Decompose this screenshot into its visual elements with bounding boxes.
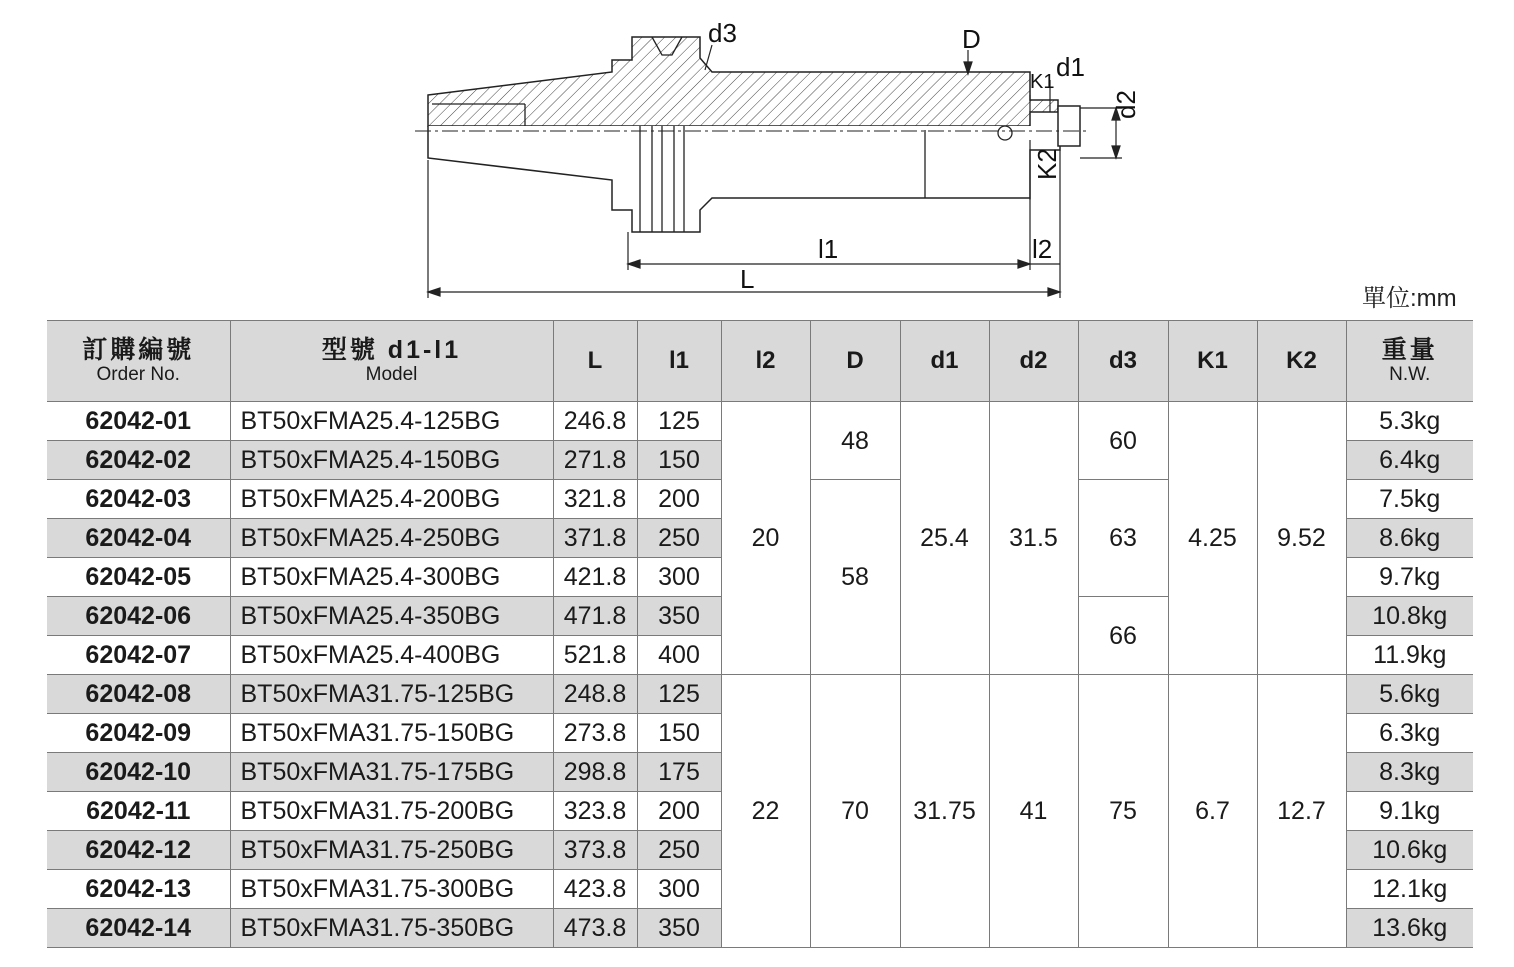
order-no: 62042-03: [47, 480, 230, 519]
label-d2: d2: [1111, 90, 1141, 119]
L-value: 323.8: [553, 792, 637, 831]
header-l1: l1: [637, 321, 721, 402]
l1-value: 125: [637, 675, 721, 714]
model: BT50xFMA25.4-125BG: [230, 402, 553, 441]
model: BT50xFMA31.75-150BG: [230, 714, 553, 753]
model: BT50xFMA31.75-350BG: [230, 909, 553, 948]
D-value: 70: [810, 675, 900, 948]
l1-value: 300: [637, 870, 721, 909]
spec-table: [47, 320, 1473, 948]
L-value: 521.8: [553, 636, 637, 675]
model: BT50xFMA31.75-200BG: [230, 792, 553, 831]
unit-label: 單位:mm: [1362, 285, 1457, 312]
header-d3: d3: [1078, 321, 1168, 402]
model: BT50xFMA25.4-250BG: [230, 519, 553, 558]
order-no: 62042-12: [47, 831, 230, 870]
L-value: 246.8: [553, 402, 637, 441]
l1-value: 300: [637, 558, 721, 597]
l1-value: 200: [637, 792, 721, 831]
holder-outline-lower: [428, 126, 1060, 232]
order-no: 62042-09: [47, 714, 230, 753]
d2-value: 41: [989, 675, 1078, 948]
order-no: 62042-08: [47, 675, 230, 714]
nw-value: 6.4kg: [1346, 441, 1473, 480]
tool-holder-drawing: [0, 0, 1514, 310]
l1-value: 175: [637, 753, 721, 792]
header-model: 型號 d1-l1 Model: [230, 321, 553, 402]
order-no: 62042-14: [47, 909, 230, 948]
header-nw: 重量 N.W.: [1346, 321, 1473, 402]
header-L: L: [553, 321, 637, 402]
label-d1: d1: [1056, 52, 1085, 82]
header-l2: l2: [721, 321, 810, 402]
table-row: [47, 675, 1473, 714]
L-value: 421.8: [553, 558, 637, 597]
label-l1: l1: [818, 234, 839, 264]
d1-value: 25.4: [900, 402, 989, 675]
D-value: 58: [810, 480, 900, 675]
label-l2: l2: [1032, 234, 1053, 264]
K1-value: 6.7: [1168, 675, 1257, 948]
model: BT50xFMA31.75-250BG: [230, 831, 553, 870]
label-D: D: [962, 24, 981, 54]
L-value: 373.8: [553, 831, 637, 870]
order-no: 62042-02: [47, 441, 230, 480]
d1-value: 31.75: [900, 675, 989, 948]
model: BT50xFMA25.4-300BG: [230, 558, 553, 597]
label-d3: d3: [708, 18, 737, 48]
K1-value: 4.25: [1168, 402, 1257, 675]
model: BT50xFMA25.4-400BG: [230, 636, 553, 675]
order-no: 62042-04: [47, 519, 230, 558]
label-L: L: [740, 264, 755, 294]
order-no: 62042-01: [47, 402, 230, 441]
l1-value: 125: [637, 402, 721, 441]
l2-value: 22: [721, 675, 810, 948]
model: BT50xFMA25.4-150BG: [230, 441, 553, 480]
L-value: 321.8: [553, 480, 637, 519]
nw-value: 10.8kg: [1346, 597, 1473, 636]
nw-value: 7.5kg: [1346, 480, 1473, 519]
K2-value: 12.7: [1257, 675, 1346, 948]
d3-value: 66: [1078, 597, 1168, 675]
model: BT50xFMA31.75-125BG: [230, 675, 553, 714]
l1-value: 200: [637, 480, 721, 519]
l1-value: 150: [637, 714, 721, 753]
L-value: 298.8: [553, 753, 637, 792]
L-value: 273.8: [553, 714, 637, 753]
model: BT50xFMA31.75-175BG: [230, 753, 553, 792]
order-no: 62042-05: [47, 558, 230, 597]
header-d2: d2: [989, 321, 1078, 402]
L-value: 473.8: [553, 909, 637, 948]
model: BT50xFMA31.75-300BG: [230, 870, 553, 909]
set-screw: [998, 126, 1012, 140]
L-value: 271.8: [553, 441, 637, 480]
nw-value: 6.3kg: [1346, 714, 1473, 753]
d2-value: 31.5: [989, 402, 1078, 675]
label-K2: K2: [1032, 148, 1062, 180]
l1-value: 350: [637, 909, 721, 948]
order-no: 62042-11: [47, 792, 230, 831]
header-K1: K1: [1168, 321, 1257, 402]
nw-value: 11.9kg: [1346, 636, 1473, 675]
model: BT50xFMA25.4-200BG: [230, 480, 553, 519]
l1-value: 250: [637, 831, 721, 870]
L-value: 371.8: [553, 519, 637, 558]
nw-value: 9.7kg: [1346, 558, 1473, 597]
nw-value: 12.1kg: [1346, 870, 1473, 909]
nw-value: 8.6kg: [1346, 519, 1473, 558]
header-row: [47, 321, 1473, 402]
L-value: 471.8: [553, 597, 637, 636]
nw-value: 13.6kg: [1346, 909, 1473, 948]
nw-value: 9.1kg: [1346, 792, 1473, 831]
L-value: 423.8: [553, 870, 637, 909]
d3-value: 63: [1078, 480, 1168, 597]
K2-value: 9.52: [1257, 402, 1346, 675]
D-value: 48: [810, 402, 900, 480]
l1-value: 350: [637, 597, 721, 636]
l1-value: 400: [637, 636, 721, 675]
order-no: 62042-06: [47, 597, 230, 636]
header-K2: K2: [1257, 321, 1346, 402]
l1-value: 250: [637, 519, 721, 558]
nose: [1058, 106, 1080, 146]
d3-value: 75: [1078, 675, 1168, 948]
label-K1: K1: [1030, 71, 1055, 93]
nw-value: 8.3kg: [1346, 753, 1473, 792]
model: BT50xFMA25.4-350BG: [230, 597, 553, 636]
header-order: 訂購編號 Order No.: [47, 321, 230, 402]
nw-value: 5.6kg: [1346, 675, 1473, 714]
order-no: 62042-13: [47, 870, 230, 909]
header-D: D: [810, 321, 900, 402]
table-row: [47, 402, 1473, 441]
l2-value: 20: [721, 402, 810, 675]
L-value: 248.8: [553, 675, 637, 714]
nw-value: 10.6kg: [1346, 831, 1473, 870]
order-no: 62042-07: [47, 636, 230, 675]
header-d1: d1: [900, 321, 989, 402]
order-no: 62042-10: [47, 753, 230, 792]
d3-value: 60: [1078, 402, 1168, 480]
nw-value: 5.3kg: [1346, 402, 1473, 441]
l1-value: 150: [637, 441, 721, 480]
